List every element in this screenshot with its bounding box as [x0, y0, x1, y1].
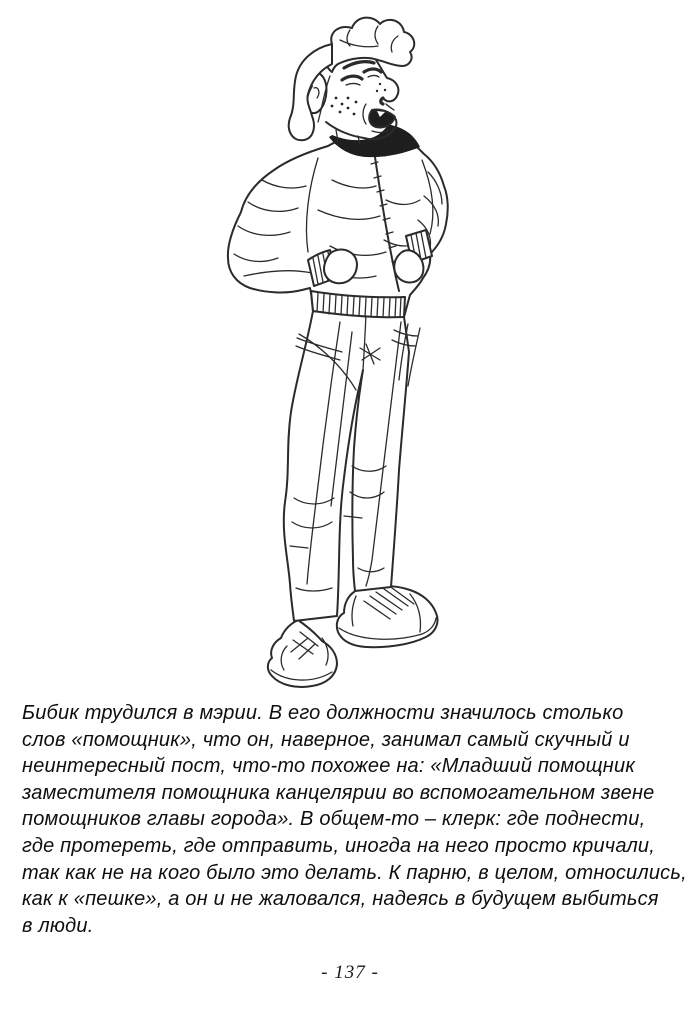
story-paragraph — [22, 700, 694, 939]
paragraph-line: как к «пешке», а он и не жаловался, надеясь в будущем выбиться — [22, 888, 659, 911]
paragraph-line: где протереть, где отправить, иногда на него просто кричали, — [22, 834, 656, 857]
paragraph-line: в люди. — [22, 914, 94, 937]
paragraph-line: Бибик трудился в мэрии. В его должности значилось столько — [22, 702, 624, 724]
paragraph-line: слов «помощник», что он, наверное, занимал самый скучный и — [22, 728, 630, 751]
paragraph-line: помощников главы города». В общем-то – клерк: где поднести, — [22, 808, 646, 831]
jeans-group — [284, 311, 420, 621]
paragraph-line: неинтересный пост, что-то похожее на: «Младший помощник — [22, 755, 635, 778]
jacket-group — [228, 124, 448, 318]
head-group — [289, 18, 414, 145]
paragraph-line: заместителя помощника канцелярии во вспомогательном звене — [22, 781, 655, 804]
paragraph-line: так как не на кого было это делать. К парню, в целом, относились, — [22, 861, 687, 884]
page-number: - 137 - — [321, 962, 379, 983]
